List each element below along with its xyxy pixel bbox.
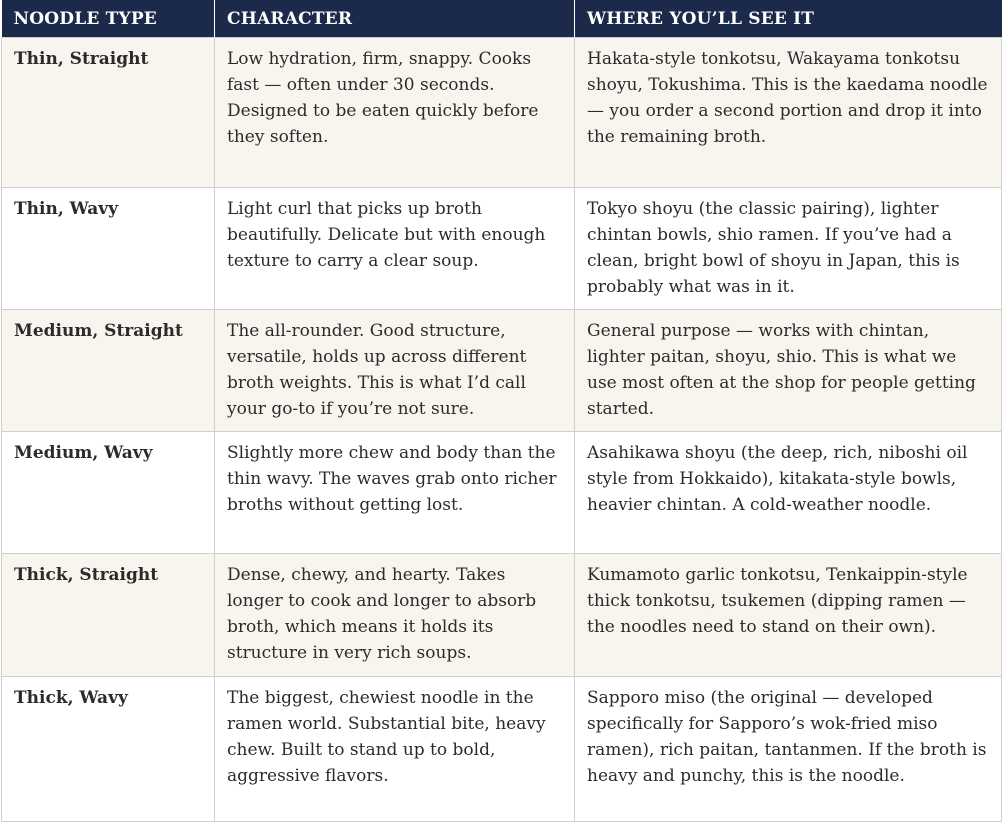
noodle-type-cell: Medium, Straight: [2, 310, 215, 432]
table-row: [2, 188, 1002, 310]
where-cell: General purpose — works with chintan, lighter paitan, shoyu, shio. This is what we use most often at the shop for people getting started.: [575, 310, 1002, 432]
table-row: [2, 432, 1002, 554]
table-header: [2, 0, 1002, 38]
where-cell: Sapporo miso (the original — developed specifically for Sapporo’s wok-fried miso ramen), rich paitan, tantanmen. If the broth is heavy and punchy, this is the noodle.: [575, 677, 1002, 822]
header-where: WHERE YOU’LL SEE IT: [575, 0, 1002, 38]
where-cell: Kumamoto garlic tonkotsu, Tenkaippin-style thick tonkotsu, tsukemen (dipping ramen — the noodles need to stand on their own).: [575, 554, 1002, 677]
header-character: CHARACTER: [215, 0, 575, 38]
table-row: [2, 677, 1002, 822]
header-row: [2, 0, 1002, 38]
character-cell: The biggest, chewiest noodle in the ramen world. Substantial bite, heavy chew. Built to stand up to bold, aggressive flavors.: [215, 677, 575, 822]
character-cell: Light curl that picks up broth beautifully. Delicate but with enough texture to carry a clear soup.: [215, 188, 575, 310]
where-cell: Asahikawa shoyu (the deep, rich, niboshi oil style from Hokkaido), kitakata-style bowls, heavier chintan. A cold-weather noodle.: [575, 432, 1002, 554]
table-row: [2, 38, 1002, 188]
character-cell: Slightly more chew and body than the thin wavy. The waves grab onto richer broths without getting lost.: [215, 432, 575, 554]
noodle-type-cell: Thin, Wavy: [2, 188, 215, 310]
where-cell: Tokyo shoyu (the classic pairing), lighter chintan bowls, shio ramen. If you’ve had a clean, bright bowl of shoyu in Japan, this is probably what was in it.: [575, 188, 1002, 310]
table-row: [2, 310, 1002, 432]
table-row: [2, 554, 1002, 677]
noodle-type-cell: Thick, Straight: [2, 554, 215, 677]
character-cell: Low hydration, firm, snappy. Cooks fast — often under 30 seconds. Designed to be eaten quickly before they soften.: [215, 38, 575, 188]
header-noodle-type: NOODLE TYPE: [2, 0, 215, 38]
noodle-type-cell: Thin, Straight: [2, 38, 215, 188]
table-body: [2, 38, 1002, 822]
character-cell: Dense, chewy, and hearty. Takes longer to cook and longer to absorb broth, which means it holds its structure in very rich soups.: [215, 554, 575, 677]
where-cell: Hakata-style tonkotsu, Wakayama tonkotsu shoyu, Tokushima. This is the kaedama noodle — you order a second portion and drop it into the remaining broth.: [575, 38, 1002, 188]
noodle-type-cell: Thick, Wavy: [2, 677, 215, 822]
noodle-type-cell: Medium, Wavy: [2, 432, 215, 554]
character-cell: The all-rounder. Good structure, versatile, holds up across different broth weights. This is what I’d call your go-to if you’re not sure.: [215, 310, 575, 432]
noodle-table: [1, 0, 1002, 822]
